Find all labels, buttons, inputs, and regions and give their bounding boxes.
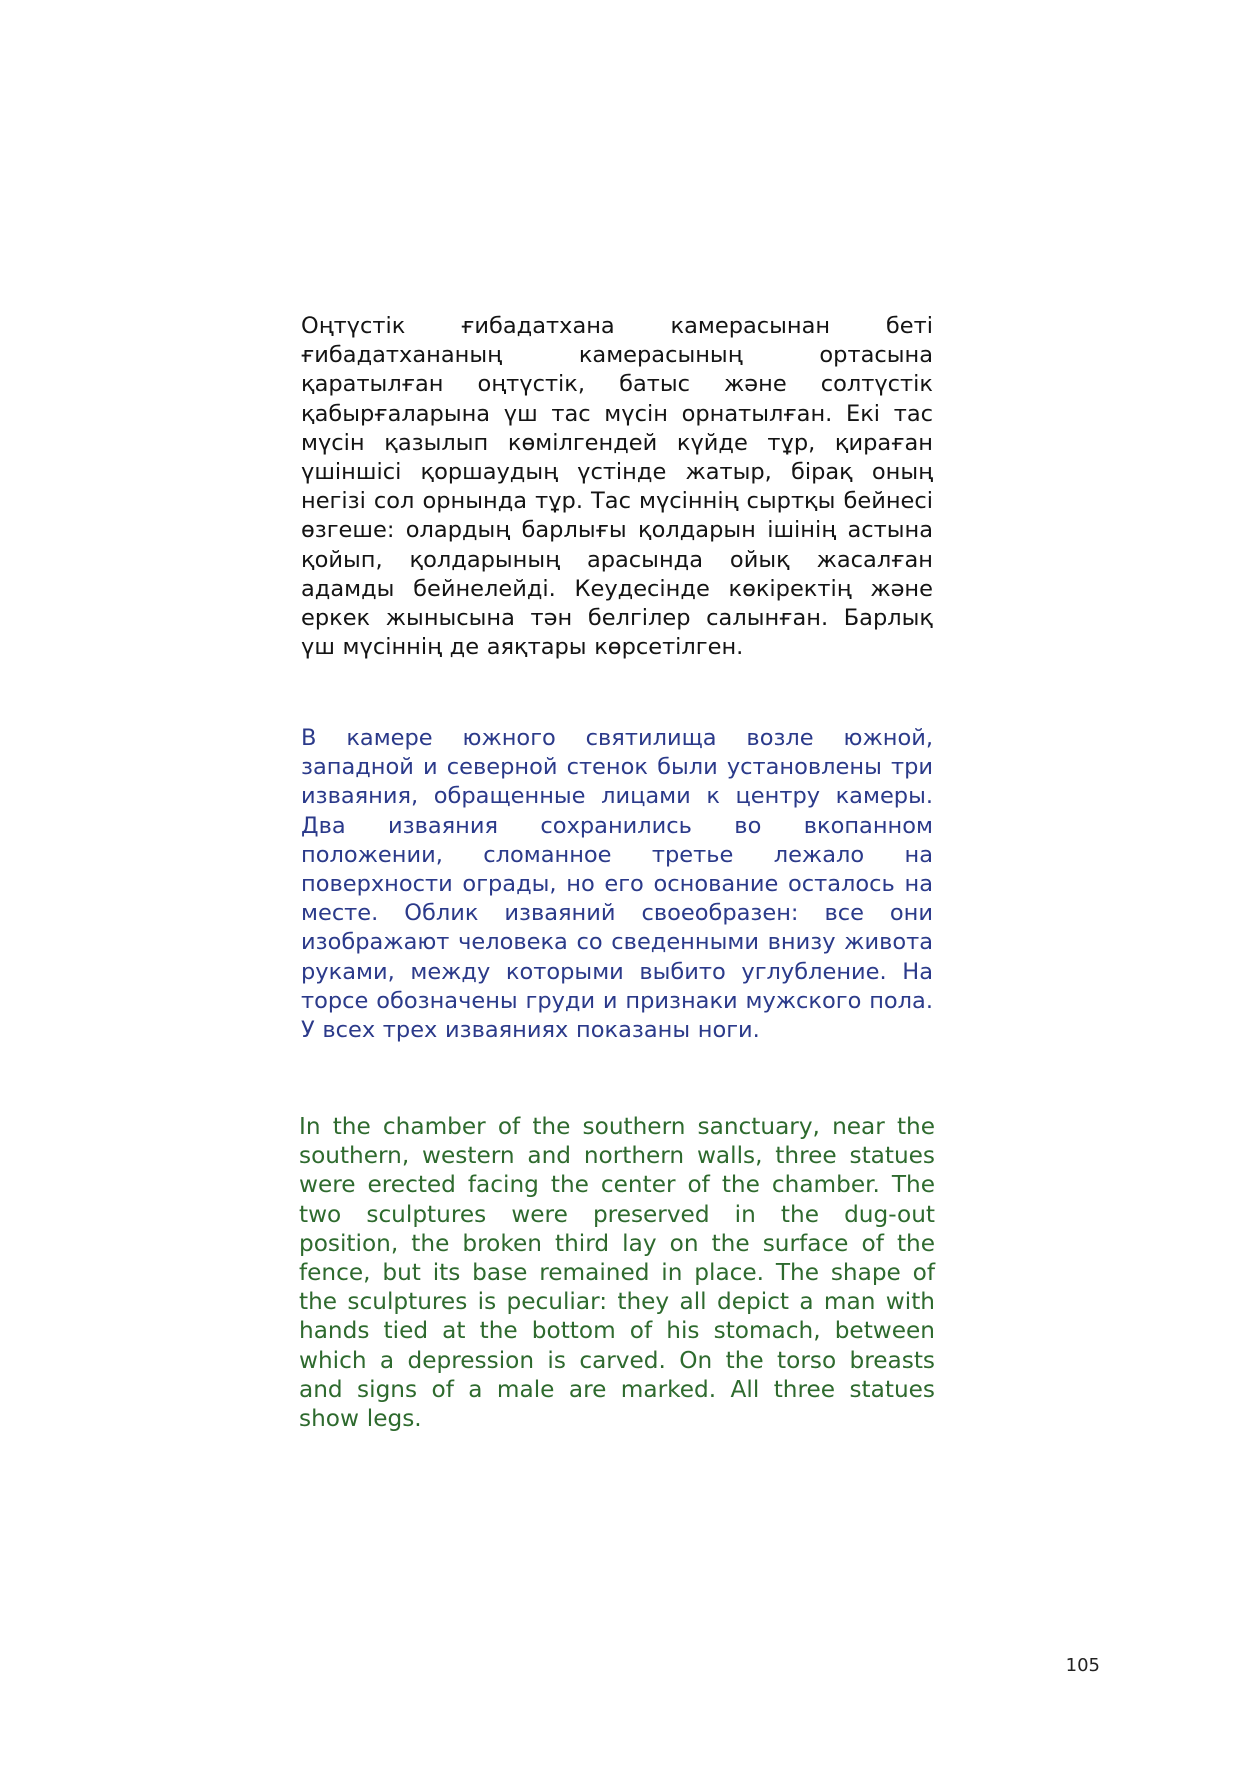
paragraph-russian: В камере южного святилища возле южной, западной и северной стенок были установлены три изваяния, обращенные лицами к центру камеры. Два изваяния сохранились во вкопанном положении, сломанное третье лежало на поверхности ограды, но его основание осталось на месте. Облик изваяний своеобразен: все они изображают человека со сведенными внизу живота руками, между которыми выбито углубление. На торсе обозначены груди и признаки мужского пола. У всех трех изваяниях показаны ноги.	[301, 725, 933, 1044]
paragraph-english: In the chamber of the southern sanctuary, near the southern, western and northern walls, three statues were erected facing the center of the chamber. The two sculptures were preserved in the dug-out position, the broken third lay on the surface of the fence, but its base remained in place. The shape of the sculptures is peculiar: they all depict a man with hands tied at the bottom of his stomach, between which a depression is carved. On the torso breasts and signs of a male are marked. All three statues show legs.	[299, 1113, 935, 1433]
page-number: 105	[1065, 1655, 1100, 1676]
paragraph-kazakh: Оңтүстік ғибадатхана камерасынан беті ғибадатхананың камерасының ортасына қаратылған оңтүстік, батыс және солтүстік қабырғаларына үш тас мүсін орнатылған. Екі тас мүсін қазылып көмілгендей күйде тұр, қираған үшіншісі қоршаудың үстінде жатыр, бірақ оның негізі сол орнында тұр. Тас мүсіннің сыртқы бейнесі өзгеше: олардың барлығы қолдарын ішінің астына қойып, қолдарының арасында ойық жасалған адамды бейнелейді. Кеудесінде көкіректің және еркек жынысына тән белгілер салынған. Барлық үш мүсіннің де аяқтары көрсетілген.	[301, 313, 933, 661]
